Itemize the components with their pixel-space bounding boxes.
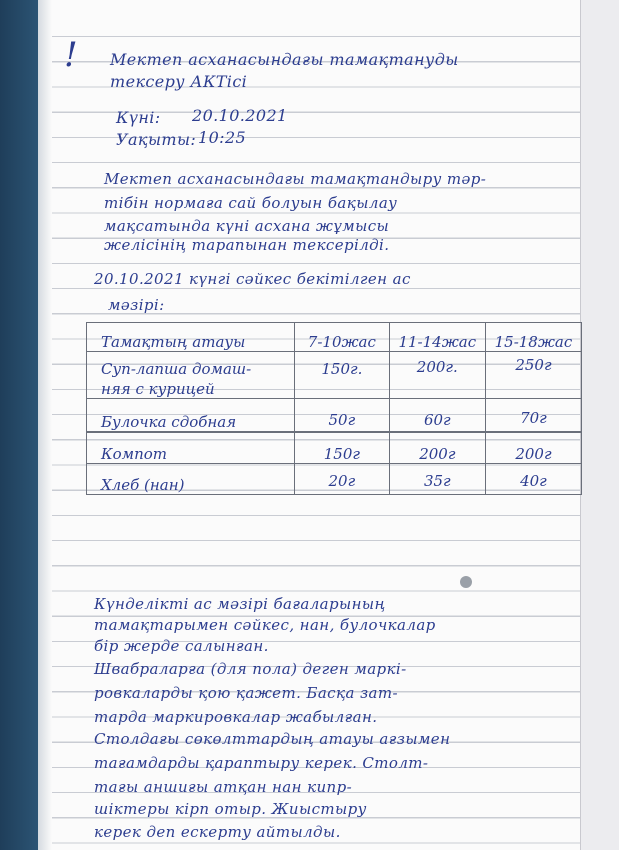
table-row	[87, 433, 582, 464]
menu-intro-line-2: мәзірі:	[108, 296, 165, 314]
table-row	[87, 464, 582, 495]
date-label: Күні:	[116, 108, 161, 127]
menu-intro-line-1: 20.10.2021 күнгі сәйкес бекітілген ас	[94, 270, 411, 288]
time-value: 10:25	[198, 128, 247, 147]
exclamation-mark: !	[64, 35, 78, 75]
note-line-3: бір жерде салынған.	[94, 637, 269, 655]
time-label: Уақыты:	[116, 130, 197, 149]
portion-15-18: 70г	[520, 409, 547, 427]
title-line-1: Мектеп асханасындағы тамақтануды	[110, 50, 459, 69]
note-line-2: тамақтарымен сәйкес, нан, булочкалар	[94, 616, 436, 634]
header-age-7-10: 7-10жас	[307, 333, 376, 351]
title-line-2: тексеру АКТісі	[110, 72, 248, 91]
page-edge-strip	[580, 0, 619, 850]
portion-7-10: 150г	[323, 445, 360, 463]
date-value: 20.10.2021	[192, 106, 288, 125]
note-line-7: Столдағы сөкөлттардың атауы ағзымен	[94, 730, 451, 748]
portion-7-10: 150г.	[321, 360, 363, 378]
intro-line-3: мақсатында күні асхана жұмысы	[104, 217, 390, 235]
dish-name: Булочка сдобная	[101, 413, 237, 431]
note-line-5: ровкаларды қою қажет. Басқа зат-	[94, 684, 398, 702]
dish-name: Компот	[101, 445, 167, 463]
header-dish-name: Тамақтың атауы	[101, 333, 246, 351]
note-line-9: тағы аншиғы атқан нан кипр-	[94, 778, 353, 796]
dish-name: Суп-лапша домаш-	[101, 360, 252, 378]
dish-name: Хлеб (нан)	[101, 476, 185, 494]
portion-11-14: 200г.	[416, 358, 458, 376]
dish-name-cont: няя с курицей	[101, 380, 215, 398]
intro-line-2: тібін нормаға сай болуын бақылау	[104, 194, 398, 212]
table-row	[87, 352, 582, 399]
intro-line-1: Мектеп асханасындағы тамақтандыру тәр-	[104, 170, 487, 188]
header-age-11-14: 11-14жас	[398, 333, 477, 351]
note-line-10: шіктеры кірп отыр. Жиыстыру	[94, 800, 367, 818]
portion-11-14: 35г	[423, 472, 451, 490]
header-age-15-18: 15-18жас	[494, 333, 573, 351]
menu-table	[86, 322, 582, 495]
note-line-11: керек деп ескерту айтылды.	[94, 823, 341, 841]
table-header-row	[87, 323, 582, 352]
note-line-4: Швабраларға (для пола) деген маркі-	[94, 660, 407, 678]
intro-line-4: желісінің тарапынан тексерілді.	[104, 236, 390, 254]
table-row	[87, 399, 582, 432]
portion-11-14: 200г	[419, 445, 456, 463]
note-line-6: тарда маркировкалар жабылған.	[94, 708, 378, 726]
portion-15-18: 250г	[515, 356, 552, 374]
portion-15-18: 40г	[520, 472, 547, 490]
note-line-1: Күнделікті ас мәзірі бағаларының	[94, 595, 386, 613]
portion-7-10: 20г	[328, 472, 356, 490]
note-line-8: тағамдарды қараптыру керек. Столт-	[94, 754, 429, 772]
portion-7-10: 50г	[328, 411, 356, 429]
page-margin	[38, 0, 52, 850]
notebook-cover-edge	[0, 0, 40, 850]
portion-11-14: 60г	[423, 411, 451, 429]
punch-hole	[460, 576, 472, 588]
portion-15-18: 200г	[515, 445, 552, 463]
